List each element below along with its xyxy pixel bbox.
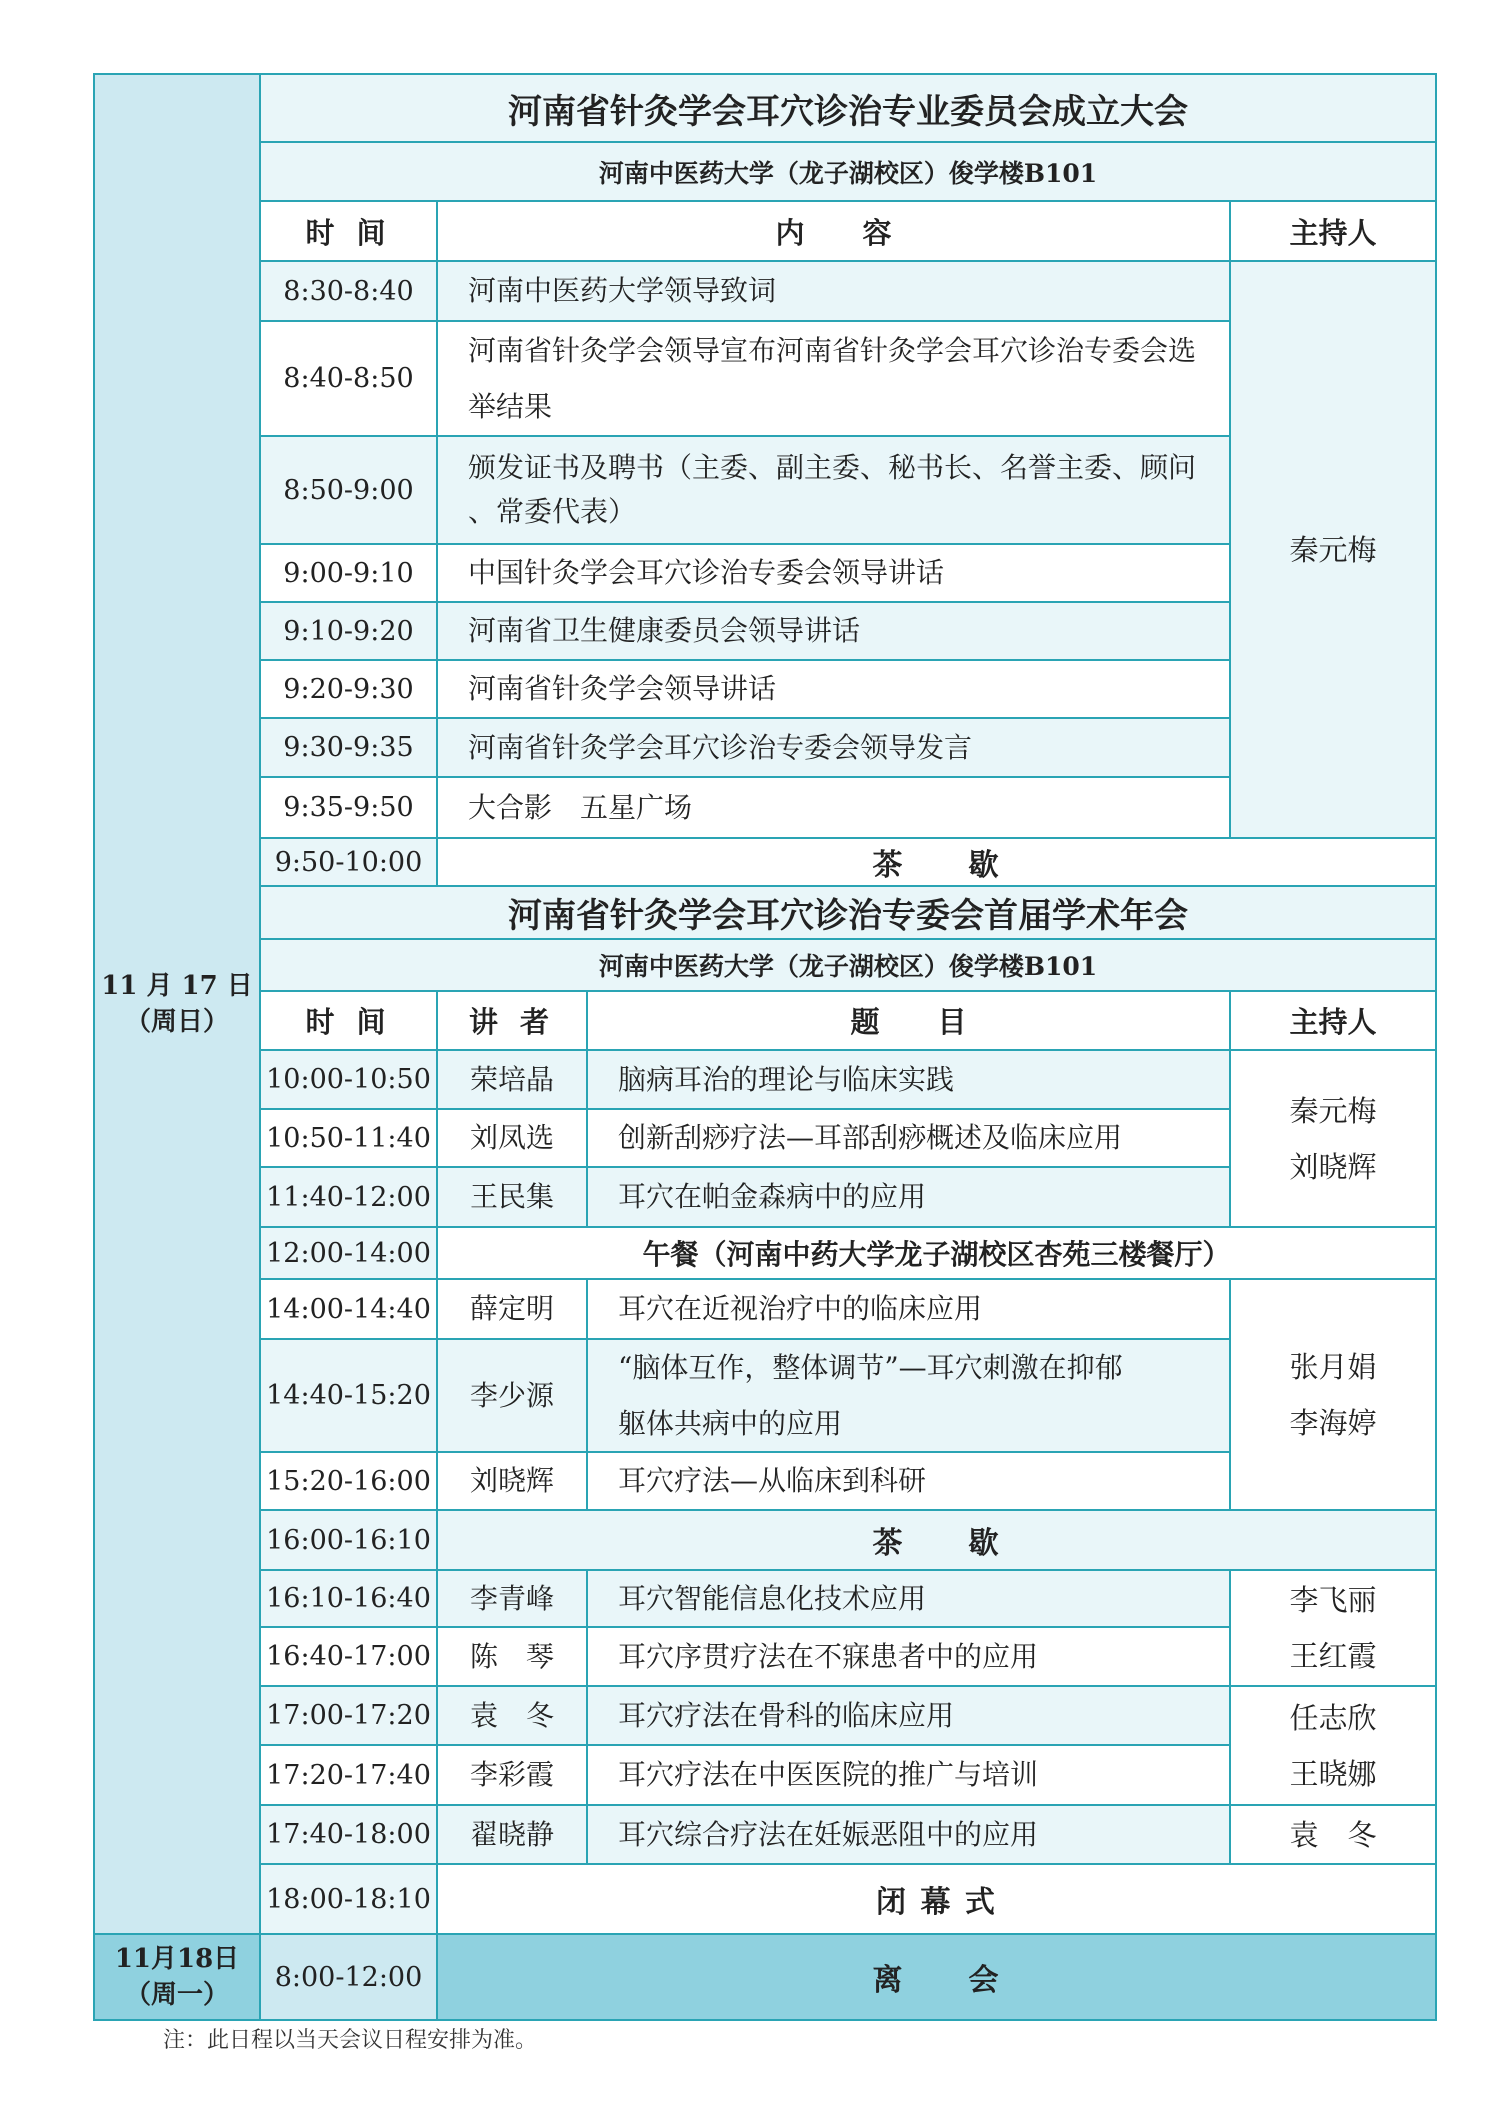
session2-venue: [259, 938, 1437, 992]
session2-talk-speaker-text: 王民集: [469, 1180, 554, 1213]
session2-talk-time-text: 16:10-16:40: [266, 1583, 431, 1614]
footnote: 注：此日程以当天会议日程安排为准。: [163, 2028, 538, 2053]
session1-row-content: [436, 435, 1231, 545]
session1-row-content-text: 颁发证书及聘书（主委、副主委、秘书长、名誉主委、顾问 、常委代表）: [468, 451, 1197, 528]
day-cell-nov18-text: （周一）: [124, 1980, 229, 2010]
session1-row-time-text: 9:30-9:35: [283, 732, 414, 763]
session2-talk-topic-text: 耳穴智能信息化技术应用: [618, 1581, 927, 1615]
session2-talk-speaker-text: 翟晓静: [469, 1817, 554, 1851]
session2-talk-time-text: 17:20-17:40: [266, 1759, 431, 1791]
session2-talk-topic: [586, 1049, 1231, 1110]
closing-time: [259, 1863, 438, 1935]
session2-talk-speaker: [436, 1451, 588, 1511]
session2-host-evening3: [1229, 1804, 1437, 1865]
session2-talk-time: [259, 1451, 438, 1511]
session2-talk-speaker-text: 袁 冬: [469, 1698, 554, 1732]
session1-row-time: [259, 659, 438, 719]
session2-venue-text: 河南中医药大学（龙子湖校区）俊学楼B101: [598, 952, 1098, 981]
departure-label: [436, 1933, 1437, 2021]
session1-row-time-text: 9:10-9:20: [283, 615, 414, 647]
session2-talk-speaker-text: 荣培晶: [469, 1062, 554, 1096]
session2-talk-speaker-text: 李彩霞: [469, 1758, 554, 1791]
session2-talk-speaker: [436, 1685, 588, 1746]
session1-header-content: [436, 200, 1231, 262]
session2-talk-speaker: [436, 1744, 588, 1806]
session1-row-content: [436, 659, 1231, 719]
session1-row-time: [259, 320, 438, 437]
session1-header-time: [259, 200, 438, 262]
session1-row-time-text: 9:20-9:30: [283, 673, 414, 705]
session1-header-host: [1229, 200, 1437, 262]
session1-header-host-text: 主持人: [1289, 215, 1377, 250]
session1-row-content-text: 中国针灸学会耳穴诊治专委会领导讲话: [468, 556, 945, 589]
session2-break-time: [259, 1509, 438, 1571]
session2-talk-topic-text: “脑体互作，整体调节”—耳穴刺激在抑郁躯体共病中的应用: [618, 1350, 1123, 1440]
session2-talk-time-text: 17:00-17:20: [266, 1700, 431, 1731]
lunch-time: [259, 1226, 438, 1280]
session1-row-content-text: 河南省卫生健康委员会领导讲话: [468, 614, 861, 647]
session1-host: [1229, 260, 1437, 839]
session2-header-time-text: 时 间: [305, 1005, 392, 1039]
session1-row-time-text: 9:35-9:50: [283, 792, 414, 823]
session1-break-label-text: 茶 歇: [872, 848, 1001, 883]
day-cell-nov17: [93, 73, 261, 1935]
departure-time-text: 8:00-12:00: [274, 1961, 423, 1993]
departure-label-text: 离 会: [872, 1963, 1001, 1998]
session1-row-content-text: 河南中医药大学领导致词: [468, 274, 777, 307]
session2-talk-topic: [586, 1804, 1231, 1865]
session2-header-speaker-text: 讲 者: [468, 1005, 556, 1039]
session2-talk-speaker-text: 李少源: [469, 1378, 554, 1412]
session2-title-text: 河南省针灸学会耳穴诊治专委会首届学术年会: [508, 896, 1188, 936]
session2-host-afternoon-text: 张月娟: [1289, 1349, 1377, 1384]
session1-break-time: [259, 837, 438, 887]
session2-talk-time: [259, 1049, 438, 1110]
session2-talk-topic: [586, 1166, 1231, 1228]
session1-row-time: [259, 601, 438, 661]
closing-time-text: 18:00-18:10: [266, 1883, 431, 1915]
session2-break-time-text: 16:00-16:10: [266, 1524, 431, 1556]
session2-header-time: [259, 990, 438, 1051]
session2-host-morning-text: 秦元梅: [1289, 1093, 1377, 1128]
closing-label: [436, 1863, 1437, 1935]
session2-host-evening1: [1229, 1569, 1437, 1687]
session2-talk-topic: [586, 1744, 1231, 1806]
session1-row-time-text: 8:50-9:00: [283, 474, 414, 506]
day-cell-nov17-text: （周日）: [124, 1007, 229, 1037]
session2-talk-time-text: 16:40-17:00: [266, 1641, 431, 1672]
session1-row-content-text: 河南省针灸学会领导宣布河南省针灸学会耳穴诊治专委会选举结果: [468, 333, 1197, 423]
session1-row-time: [259, 717, 438, 778]
session2-header-topic-text: 题 目: [850, 1005, 967, 1039]
session1-row-content: [436, 776, 1231, 839]
session1-header-content-text: 内 容: [775, 215, 892, 250]
session2-host-afternoon-text: 李海婷: [1289, 1405, 1377, 1440]
session2-header-topic: [586, 990, 1231, 1051]
session2-talk-time: [259, 1108, 438, 1168]
session1-break-label: [436, 837, 1437, 887]
session1-header-time-text: 时 间: [305, 215, 392, 250]
session1-row-content-text: 河南省针灸学会耳穴诊治专委会领导发言: [468, 730, 973, 764]
session2-talk-time: [259, 1744, 438, 1806]
session2-talk-time: [259, 1166, 438, 1228]
lunch-label: [436, 1226, 1437, 1280]
session2-talk-topic: [586, 1626, 1231, 1687]
session2-header-host: [1229, 990, 1437, 1051]
session1-title-text: 河南省针灸学会耳穴诊治专业委员会成立大会: [508, 91, 1188, 132]
session2-talk-speaker: [436, 1108, 588, 1168]
session2-header-host-text: 主持人: [1289, 1005, 1377, 1039]
session2-talk-speaker: [436, 1049, 588, 1110]
session2-talk-speaker: [436, 1626, 588, 1687]
session1-venue: [259, 141, 1437, 202]
session2-talk-speaker: [436, 1569, 588, 1628]
session1-row-time-text: 8:30-8:40: [283, 275, 414, 307]
session2-header-speaker: [436, 990, 588, 1051]
session2-talk-topic: [586, 1108, 1231, 1168]
session2-talk-speaker: [436, 1166, 588, 1228]
session2-host-evening1-text: 李飞丽: [1289, 1583, 1377, 1617]
session2-talk-topic: [586, 1278, 1231, 1340]
session1-row-time: [259, 435, 438, 545]
session2-break-label: [436, 1509, 1437, 1571]
session1-row-content: [436, 260, 1231, 322]
session1-row-content: [436, 717, 1231, 778]
session2-talk-time: [259, 1685, 438, 1746]
session2-host-evening2-text: 任志欣: [1289, 1700, 1377, 1735]
session1-row-content-text: 大合影 五星广场: [468, 790, 693, 824]
session2-talk-speaker-text: 薛定明: [469, 1292, 554, 1325]
session1-row-content: [436, 601, 1231, 661]
schedule-table: [93, 73, 1435, 2019]
session2-talk-topic: [586, 1685, 1231, 1746]
session2-talk-time-text: 15:20-16:00: [266, 1465, 431, 1497]
session2-host-evening2-text: 王晓娜: [1289, 1756, 1377, 1791]
session2-talk-speaker-text: 刘晓辉: [469, 1464, 554, 1497]
session2-talk-topic-text: 创新刮痧疗法—耳部刮痧概述及临床应用: [618, 1121, 1123, 1154]
session2-talk-speaker-text: 刘凤选: [469, 1121, 554, 1154]
lunch-label-text: 午餐（河南中药大学龙子湖校区杏苑三楼餐厅）: [642, 1238, 1231, 1271]
session2-host-morning: [1229, 1049, 1437, 1228]
session2-talk-topic-text: 耳穴疗法在中医医院的推广与培训: [618, 1758, 1039, 1791]
session2-talk-topic-text: 耳穴疗法在骨科的临床应用: [618, 1698, 955, 1732]
session1-row-time-text: 9:00-9:10: [283, 557, 414, 589]
session2-talk-time: [259, 1569, 438, 1628]
session2-talk-time-text: 14:40-15:20: [266, 1380, 431, 1411]
session2-talk-time: [259, 1804, 438, 1865]
session2-talk-topic-text: 耳穴疗法—从临床到科研: [618, 1464, 927, 1497]
session2-talk-time: [259, 1626, 438, 1687]
session2-talk-time-text: 10:00-10:50: [266, 1064, 431, 1095]
session1-row-time-text: 8:40-8:50: [283, 363, 414, 394]
session2-talk-time-text: 17:40-18:00: [266, 1819, 431, 1850]
session1-host-text: 秦元梅: [1289, 532, 1377, 567]
day-cell-nov18-text: 11月18日: [114, 1944, 240, 1974]
session2-talk-topic-text: 耳穴在帕金森病中的应用: [618, 1180, 927, 1213]
session1-row-content: [436, 543, 1231, 603]
session1-row-time: [259, 543, 438, 603]
session2-host-morning-text: 刘晓辉: [1289, 1149, 1377, 1184]
session2-host-evening1-text: 王红霞: [1289, 1639, 1377, 1673]
session2-talk-time-text: 11:40-12:00: [266, 1181, 431, 1213]
session2-host-evening3-text: 袁 冬: [1289, 1817, 1377, 1852]
session2-talk-topic: [586, 1451, 1231, 1511]
session2-talk-speaker: [436, 1804, 588, 1865]
session1-row-time: [259, 776, 438, 839]
session2-talk-speaker: [436, 1338, 588, 1453]
departure-time: [259, 1933, 438, 2021]
session1-break-time-text: 9:50-10:00: [274, 846, 423, 878]
session1-row-content-text: 河南省针灸学会领导讲话: [468, 672, 777, 705]
session1-row-time: [259, 260, 438, 322]
session2-talk-time-text: 14:00-14:40: [266, 1293, 431, 1325]
session1-venue-text: 河南中医药大学（龙子湖校区）俊学楼B101: [598, 158, 1098, 188]
session2-talk-time-text: 10:50-11:40: [266, 1122, 431, 1154]
session2-host-afternoon: [1229, 1278, 1437, 1511]
day-cell-nov18: [93, 1933, 261, 2021]
session2-talk-topic: [586, 1338, 1231, 1453]
closing-label-text: 闭 幕 式: [876, 1885, 997, 1920]
session2-break-label-text: 茶 歇: [872, 1526, 1001, 1561]
session2-talk-topic-text: 耳穴在近视治疗中的临床应用: [618, 1292, 983, 1325]
day-cell-nov17-text: 11 月 17 日: [101, 971, 253, 1001]
lunch-time-text: 12:00-14:00: [266, 1237, 431, 1269]
session2-talk-speaker-text: 陈 琴: [469, 1639, 554, 1673]
session2-host-evening2: [1229, 1685, 1437, 1806]
session2-talk-time: [259, 1278, 438, 1340]
session2-talk-speaker-text: 李青峰: [469, 1581, 554, 1615]
session1-title: [259, 73, 1437, 143]
session2-talk-topic-text: 耳穴综合疗法在妊娠恶阻中的应用: [618, 1817, 1039, 1851]
session1-row-content: [436, 320, 1231, 437]
session2-talk-topic-text: 脑病耳治的理论与临床实践: [618, 1062, 955, 1096]
session2-talk-speaker: [436, 1278, 588, 1340]
session2-title: [259, 885, 1437, 940]
session2-talk-topic: [586, 1569, 1231, 1628]
session2-talk-topic-text: 耳穴序贯疗法在不寐患者中的应用: [618, 1639, 1039, 1673]
session2-talk-time: [259, 1338, 438, 1453]
